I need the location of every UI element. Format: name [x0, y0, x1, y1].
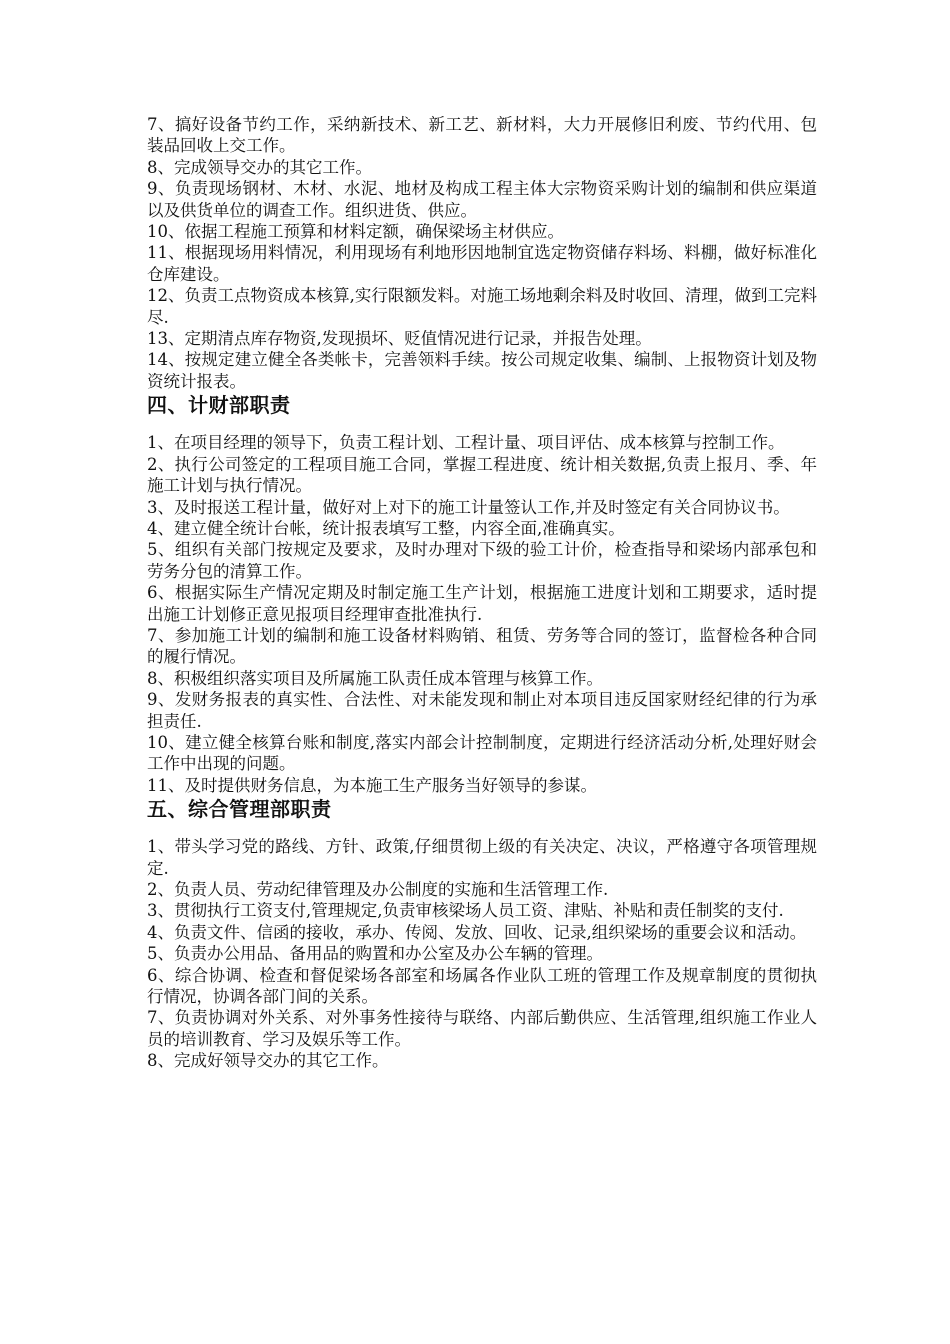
list-item: 14、按规定建立健全各类帐卡，完善领料手续。按公司规定收集、编制、上报物资计划及物资统计报表。: [147, 350, 817, 391]
list-item: 7、参加施工计划的编制和施工设备材料购销、租赁、劳务等合同的签订，监督检各种合同的履行情况。: [147, 625, 817, 667]
list-item: 8、积极组织落实项目及所属施工队责任成本管理与核算工作。: [147, 668, 603, 688]
list-item: 3、贯彻执行工资支付,管理规定,负责审核梁场人员工资、津贴、补贴和责任制奖的支付.: [147, 901, 784, 921]
list-item: 5、负责办公用品、备用品的购置和办公室及办公车辆的管理。: [147, 944, 603, 964]
list-item: 11、及时提供财务信息，为本施工生产服务当好领导的参谋。: [147, 775, 597, 795]
list-item: 8、完成好领导交办的其它工作。: [147, 1051, 389, 1071]
list-item: 2、执行公司签定的工程项目施工合同，掌握工程进度、统计相关数据,负责上报月、季、年施工计划与执行情况。: [147, 454, 817, 496]
list-item: 5、组织有关部门按规定及要求，及时办理对下级的验工计价，检查指导和梁场内部承包和劳务分包的清算工作。: [147, 540, 817, 581]
list-item: 4、负责文件、信函的接收，承办、传阅、发放、回收、记录,组织梁场的重要会议和活动。: [147, 922, 807, 942]
list-item: 10、建立健全核算台账和制度,落实内部会计控制制度，定期进行经济活动分析,处理好财会工作中出现的问题。: [147, 732, 817, 774]
list-item: 9、负责现场钢材、木材、水泥、地材及构成工程主体大宗物资采购计划的编制和供应渠道以及供货单位的调查工作。组织进货、供应。: [147, 179, 817, 220]
section-heading: 五、综合管理部职责: [147, 797, 332, 822]
list-item: 13、定期清点库存物资,发现损坏、贬值情况进行记录，并报告处理。: [147, 329, 652, 349]
section-general-management: [147, 796, 817, 1071]
section-finance: [147, 392, 817, 796]
list-item: 4、建立健全统计台帐，统计报表填写工整，内容全面,准确真实。: [147, 518, 625, 538]
list-item: 9、发财务报表的真实性、合法性、对未能发现和制止对本项目违反国家财经纪律的行为承担责任.: [147, 690, 817, 731]
list-item: 1、在项目经理的领导下，负责工程计划、工程计量、项目评估、成本核算与控制工作。: [147, 433, 785, 453]
list-item: 8、完成领导交办的其它工作。: [147, 157, 372, 177]
section-three-continued: [147, 114, 817, 392]
document-page: [147, 114, 817, 1072]
list-item: 2、负责人员、劳动纪律管理及办公制度的实施和生活管理工作.: [147, 880, 609, 899]
list-item: 6、综合协调、检查和督促梁场各部室和场属各作业队工班的管理工作及规章制度的贯彻执行情况，协调各部门间的关系。: [147, 965, 817, 1007]
list-item: 12、负责工点物资成本核算,实行限额发料。对施工场地剩余料及时收回、清理，做到工完料尽.: [147, 286, 817, 327]
list-item: 6、根据实际生产情况定期及时制定施工生产计划，根据施工进度计划和工期要求，适时提出施工计划修正意见报项目经理审查批准执行.: [147, 583, 817, 624]
list-item: 1、带头学习党的路线、方针、政策,仔细贯彻上级的有关决定、决议，严格遵守各项管理规定.: [147, 837, 817, 878]
section-heading: 四、计财部职责: [147, 393, 291, 418]
list-item: 10、依据工程施工预算和材料定额，确保梁场主材供应。: [147, 222, 564, 242]
list-item: 7、搞好设备节约工作，采纳新技术、新工艺、新材料，大力开展修旧利废、节约代用、包装品回收上交工作。: [147, 115, 817, 156]
list-item: 7、负责协调对外关系、对外事务性接待与联络、内部后勤供应、生活管理,组织施工作业人员的培训教育、学习及娱乐等工作。: [147, 1008, 817, 1049]
list-item: 3、及时报送工程计量，做好对上对下的施工计量签认工作,并及时签定有关合同协议书。: [147, 497, 790, 517]
list-item: 11、根据现场用料情况，利用现场有利地形因地制宜选定物资储存料场、料棚，做好标准化仓库建设。: [147, 243, 817, 284]
